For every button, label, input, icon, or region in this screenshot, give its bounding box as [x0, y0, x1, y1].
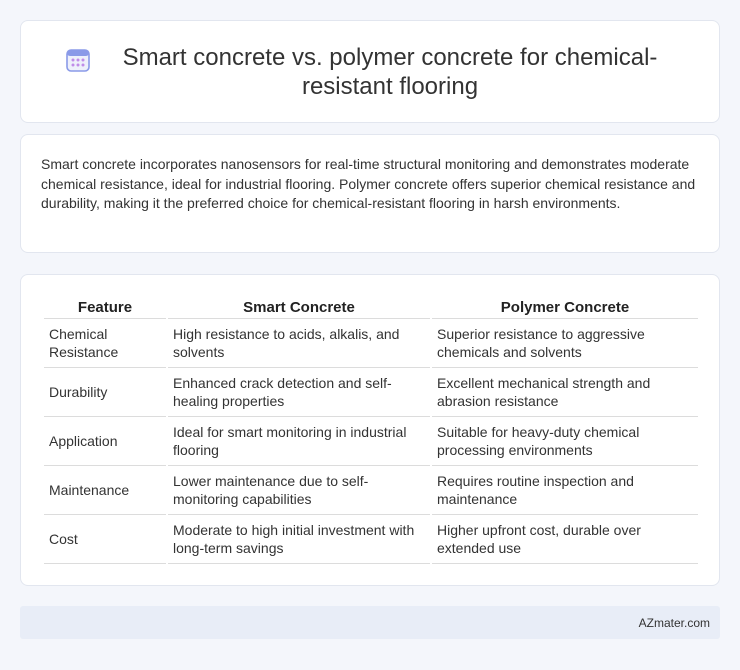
polymer-concrete-cell: Higher upfront cost, durable over extended use	[432, 515, 698, 564]
comparison-table	[42, 297, 700, 564]
polymer-concrete-cell: Excellent mechanical strength and abrasion resistance	[432, 368, 698, 417]
footer-brand: AZmater.com	[638, 615, 710, 630]
title-card	[20, 20, 720, 123]
title-wrap	[61, 43, 679, 101]
column-header-polymer-concrete: Polymer Concrete	[432, 297, 698, 319]
feature-cell: Application	[44, 417, 166, 466]
footer-bar	[20, 606, 720, 639]
page-title: Smart concrete vs. polymer concrete for chemical-resistant flooring	[122, 43, 658, 100]
polymer-concrete-cell: Requires routine inspection and maintenance	[432, 466, 698, 515]
polymer-concrete-cell: Superior resistance to aggressive chemicals and solvents	[432, 319, 698, 368]
table-row	[44, 466, 698, 515]
table-header-row	[44, 297, 698, 319]
smart-concrete-cell: Lower maintenance due to self-monitoring capabilities	[168, 466, 430, 515]
smart-concrete-cell: Ideal for smart monitoring in industrial flooring	[168, 417, 430, 466]
polymer-concrete-cell: Suitable for heavy-duty chemical processing environments	[432, 417, 698, 466]
smart-concrete-cell: High resistance to acids, alkalis, and solvents	[168, 319, 430, 368]
column-header-smart-concrete: Smart Concrete	[168, 297, 430, 319]
table-row	[44, 417, 698, 466]
table-row	[44, 319, 698, 368]
feature-cell: Maintenance	[44, 466, 166, 515]
smart-concrete-cell: Enhanced crack detection and self-healing properties	[168, 368, 430, 417]
table-row	[44, 515, 698, 564]
comparison-table-card	[20, 274, 720, 586]
smart-concrete-cell: Moderate to high initial investment with long-term savings	[168, 515, 430, 564]
table-row	[44, 368, 698, 417]
feature-cell: Cost	[44, 515, 166, 564]
summary-text: Smart concrete incorporates nanosensors for real-time structural monitoring and demonstrates moderate chemical resistance, ideal for industrial flooring. Polymer concrete offers superior chemical resistance and durability, making it the preferred choice for chemical-resistant flooring in harsh environments.	[41, 156, 696, 211]
calendar-icon	[65, 47, 91, 73]
feature-cell: Chemical Resistance	[44, 319, 166, 368]
column-header-feature: Feature	[44, 297, 166, 319]
summary-card	[20, 134, 720, 253]
feature-cell: Durability	[44, 368, 166, 417]
